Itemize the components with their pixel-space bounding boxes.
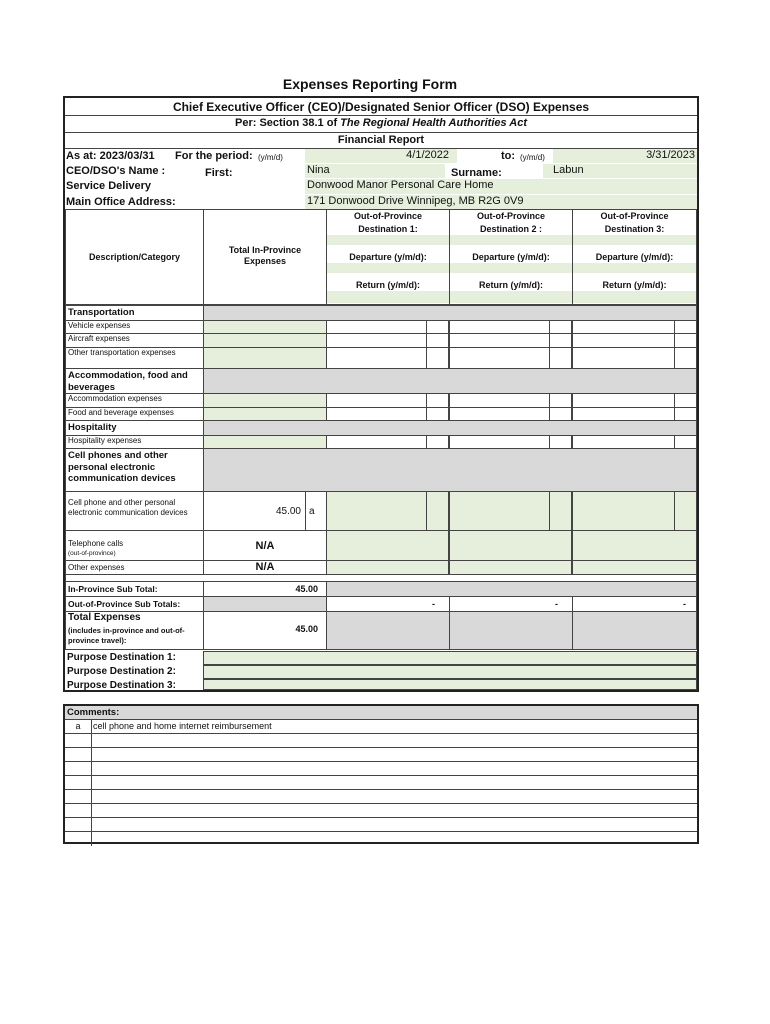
aircraft-expenses-inprov-field[interactable]	[203, 333, 327, 348]
comment-text[interactable]	[93, 790, 693, 804]
period-label: For the period:	[175, 150, 253, 162]
comments-label: Comments:	[65, 706, 697, 720]
food-beverage-expenses: Food and beverage expenses	[65, 407, 204, 421]
oop-subtotal-dest1: -	[326, 596, 450, 612]
hospitality-expenses-inprov-field[interactable]	[203, 435, 327, 449]
dest1-departure-field[interactable]	[327, 263, 449, 273]
service-delivery-field[interactable]: Donwood Manor Personal Care Home	[305, 179, 697, 194]
oop-subtotal-dest3: -	[572, 596, 697, 612]
aircraft-expenses-dest2-note[interactable]	[549, 333, 572, 348]
comment-row	[65, 734, 697, 748]
hospitality-expenses: Hospitality expenses	[65, 435, 204, 449]
other-transportation-expenses-dest2-field[interactable]	[449, 347, 550, 369]
dest3-name-field[interactable]	[573, 235, 696, 245]
dest2-header: Destination 2 :	[479, 224, 542, 234]
comment-text[interactable]	[93, 804, 693, 818]
comment-text[interactable]: cell phone and home internet reimbursement	[93, 721, 272, 731]
oop-subtotal-label: Out-of-Province Sub Totals:	[65, 596, 204, 612]
hospitality-expenses-dest2-note[interactable]	[549, 435, 572, 449]
accommodation-category: Accommodation, food and beverages	[65, 368, 204, 394]
dest3-header: Destination 3:	[604, 224, 665, 234]
vehicle-expenses-dest2-note[interactable]	[549, 320, 572, 334]
dest3-departure: Departure (y/m/d):	[595, 252, 674, 262]
other-expenses-dest3-field[interactable]	[572, 560, 697, 575]
comment-row	[65, 748, 697, 762]
food-beverage-expenses-dest3-field[interactable]	[572, 407, 675, 421]
comment-key[interactable]	[65, 776, 92, 790]
telephone-calls-sublabel: (out-of-province)	[68, 550, 116, 557]
other-transportation-expenses-dest2-note[interactable]	[549, 347, 572, 369]
telephone-calls-value: N/A	[203, 530, 327, 561]
other-transportation-expenses-dest3-field[interactable]	[572, 347, 675, 369]
comment-key[interactable]	[65, 804, 92, 818]
other-transportation-expenses-dest1-note[interactable]	[426, 347, 449, 369]
food-beverage-expenses-dest1-note[interactable]	[426, 407, 449, 421]
dest3-return-field[interactable]	[573, 291, 696, 303]
comment-row	[65, 832, 697, 846]
comment-key[interactable]	[65, 734, 92, 748]
accommodation-expenses-inprov-field[interactable]	[203, 393, 327, 408]
hospitality-expenses-dest1-note[interactable]	[426, 435, 449, 449]
purpose1-label: Purpose Destination 1:	[67, 652, 176, 663]
other-transportation-expenses-dest1-field[interactable]	[326, 347, 427, 369]
dest2-departure-field[interactable]	[450, 263, 572, 273]
comment-key[interactable]	[65, 832, 92, 846]
period-start-field[interactable]: 4/1/2022	[305, 149, 457, 163]
aircraft-expenses: Aircraft expenses	[65, 333, 204, 348]
purpose3-field[interactable]	[203, 679, 697, 690]
cell-phone-dest3-note[interactable]	[674, 491, 697, 531]
comment-text[interactable]	[93, 818, 693, 832]
comment-key[interactable]	[65, 818, 92, 832]
other-expenses-dest1-field[interactable]	[326, 560, 449, 575]
comments-section	[63, 704, 699, 844]
aircraft-expenses-dest3-note[interactable]	[674, 333, 697, 348]
accommodation-expenses-dest3-note[interactable]	[674, 393, 697, 408]
desc-col-header: Description/Category	[88, 252, 181, 262]
accommodation-expenses-dest2-note[interactable]	[549, 393, 572, 408]
food-beverage-expenses-inprov-field[interactable]	[203, 407, 327, 421]
food-beverage-expenses-dest2-field[interactable]	[449, 407, 550, 421]
telephone-dest2-field[interactable]	[449, 530, 572, 561]
hospitality-expenses-dest3-field[interactable]	[572, 435, 675, 449]
dest2-departure: Departure (y/m/d):	[472, 252, 550, 262]
cell-phone-dest1-note[interactable]	[426, 491, 449, 531]
comment-row	[65, 818, 697, 832]
dest3-return: Return (y/m/d):	[602, 280, 667, 290]
dest1-header: Destination 1:	[358, 224, 418, 234]
dest1-departure: Departure (y/m/d):	[349, 252, 427, 262]
transportation-category: Transportation	[65, 305, 204, 321]
food-beverage-expenses-dest3-note[interactable]	[674, 407, 697, 421]
period-end-field[interactable]: 3/31/2023	[553, 149, 697, 163]
comment-key[interactable]	[65, 748, 92, 762]
aircraft-expenses-dest1-note[interactable]	[426, 333, 449, 348]
cell-phone-inprov-value[interactable]: 45.00	[203, 491, 306, 531]
other-transportation-expenses: Other transportation expenses	[65, 347, 204, 369]
telephone-dest3-field[interactable]	[572, 530, 697, 561]
vehicle-expenses-dest3-note[interactable]	[674, 320, 697, 334]
vehicle-expenses-dest2-field[interactable]	[449, 320, 550, 334]
comment-key[interactable]: a	[65, 720, 92, 734]
total-label-cell	[65, 611, 204, 650]
page-title: Expenses Reporting Form	[282, 76, 458, 92]
period-hint: (y/m/d)	[258, 153, 283, 162]
comment-text[interactable]	[93, 748, 693, 762]
other-expenses-dest2-field[interactable]	[449, 560, 572, 575]
total-label: Total Expenses	[68, 612, 141, 623]
cell-phone-dest2-field[interactable]	[449, 491, 550, 531]
accommodation-expenses-dest1-note[interactable]	[426, 393, 449, 408]
to-label: to:	[501, 150, 516, 162]
vehicle-expenses-dest3-field[interactable]	[572, 320, 675, 334]
comment-text[interactable]	[93, 762, 693, 776]
other-expenses-value: N/A	[203, 560, 327, 575]
dest2-return-field[interactable]	[450, 291, 572, 303]
total-note: (includes in-province and out-of-province travel):	[68, 626, 185, 645]
accommodation-expenses-dest1-field[interactable]	[326, 393, 427, 408]
hospitality-category: Hospitality	[65, 420, 204, 436]
comment-key[interactable]	[65, 790, 92, 804]
comment-text[interactable]	[93, 776, 693, 790]
aircraft-expenses-dest1-field[interactable]	[326, 333, 427, 348]
dest1-return: Return (y/m/d):	[356, 280, 420, 290]
as-at-label: As at: 2023/03/31	[66, 150, 155, 162]
oop-subtotal-dest2: -	[449, 596, 573, 612]
total-value: 45.00	[203, 611, 327, 650]
aircraft-expenses-dest3-field[interactable]	[572, 333, 675, 348]
service-delivery-label: Service Delivery	[66, 180, 152, 192]
hospitality-expenses-dest1-field[interactable]	[326, 435, 427, 449]
dest1-return-field[interactable]	[327, 291, 449, 303]
form-heading: Chief Executive Officer (CEO)/Designated Senior Officer (DSO) Expenses	[172, 100, 590, 114]
comment-key[interactable]	[65, 762, 92, 776]
purpose2-label: Purpose Destination 2:	[67, 666, 176, 677]
dest2-oop: Out-of-Province	[476, 211, 545, 221]
surname-field[interactable]: Labun	[543, 164, 697, 178]
accommodation-expenses-dest2-field[interactable]	[449, 393, 550, 408]
vehicle-expenses-dest1-note[interactable]	[426, 320, 449, 334]
aircraft-expenses-dest2-field[interactable]	[449, 333, 550, 348]
report-type: Financial Report	[337, 134, 425, 146]
ceo-name-label: CEO/DSO's Name :	[66, 165, 166, 177]
dest2-return: Return (y/m/d):	[479, 280, 543, 290]
comment-row	[65, 762, 697, 776]
food-beverage-expenses-dest1-field[interactable]	[326, 407, 427, 421]
hospitality-expenses-dest3-note[interactable]	[674, 435, 697, 449]
surname-label: Surname:	[451, 167, 502, 179]
cell-phone-dest1-field[interactable]	[326, 491, 427, 531]
dest3-oop: Out-of-Province	[600, 211, 669, 221]
vehicle-expenses: Vehicle expenses	[65, 320, 204, 334]
food-beverage-expenses-dest2-note[interactable]	[549, 407, 572, 421]
telephone-calls-label: Telephone calls	[68, 539, 124, 548]
vehicle-expenses-dest1-field[interactable]	[326, 320, 427, 334]
cell-phone-expenses: Cell phone and other personal electronic communication devices	[65, 491, 204, 531]
cell-phone-note[interactable]: a	[305, 491, 327, 531]
accommodation-expenses: Accommodation expenses	[65, 393, 204, 408]
hospitality-expenses-dest2-field[interactable]	[449, 435, 550, 449]
accommodation-expenses-dest3-field[interactable]	[572, 393, 675, 408]
address-field[interactable]: 171 Donwood Drive Winnipeg, MB R2G 0V9	[305, 195, 697, 209]
vehicle-expenses-inprov-field[interactable]	[203, 320, 327, 334]
telephone-dest1-field[interactable]	[326, 530, 449, 561]
comment-row	[65, 776, 697, 790]
other-expenses-label: Other expenses	[65, 560, 204, 575]
inprov-subtotal-label: In-Province Sub Total:	[65, 581, 204, 597]
cell-phone-dest3-field[interactable]	[572, 491, 675, 531]
telephone-calls-cell	[65, 530, 204, 561]
dest1-oop: Out-of-Province	[353, 211, 422, 221]
comment-text[interactable]	[93, 734, 693, 748]
purpose2-field[interactable]	[203, 665, 697, 679]
comment-row	[65, 720, 697, 734]
cell-phone-dest2-note[interactable]	[549, 491, 572, 531]
inprov-subtotal-value: 45.00	[203, 581, 327, 597]
to-hint: (y/m/d)	[520, 153, 545, 162]
comment-row	[65, 790, 697, 804]
cell-phone-category: Cell phones and other personal electronic communication devices	[65, 448, 204, 492]
dest3-departure-field[interactable]	[573, 263, 696, 273]
other-transportation-expenses-dest3-note[interactable]	[674, 347, 697, 369]
comment-text[interactable]	[93, 832, 693, 846]
other-transportation-expenses-inprov-field[interactable]	[203, 347, 327, 369]
expense-form	[63, 96, 699, 692]
address-label: Main Office Address:	[66, 196, 176, 208]
comment-row	[65, 804, 697, 818]
section-reference: Per: Section 38.1 of The Regional Health Authorities Act	[235, 117, 527, 129]
inprov-col-header: Total In-Province Expenses	[228, 245, 302, 266]
purpose3-label: Purpose Destination 3:	[67, 680, 176, 691]
first-name-field[interactable]: Nina	[305, 164, 445, 178]
purpose1-field[interactable]	[203, 651, 697, 665]
dest2-name-field[interactable]	[450, 235, 572, 245]
dest1-name-field[interactable]	[327, 235, 449, 245]
first-name-label: First:	[205, 167, 233, 179]
